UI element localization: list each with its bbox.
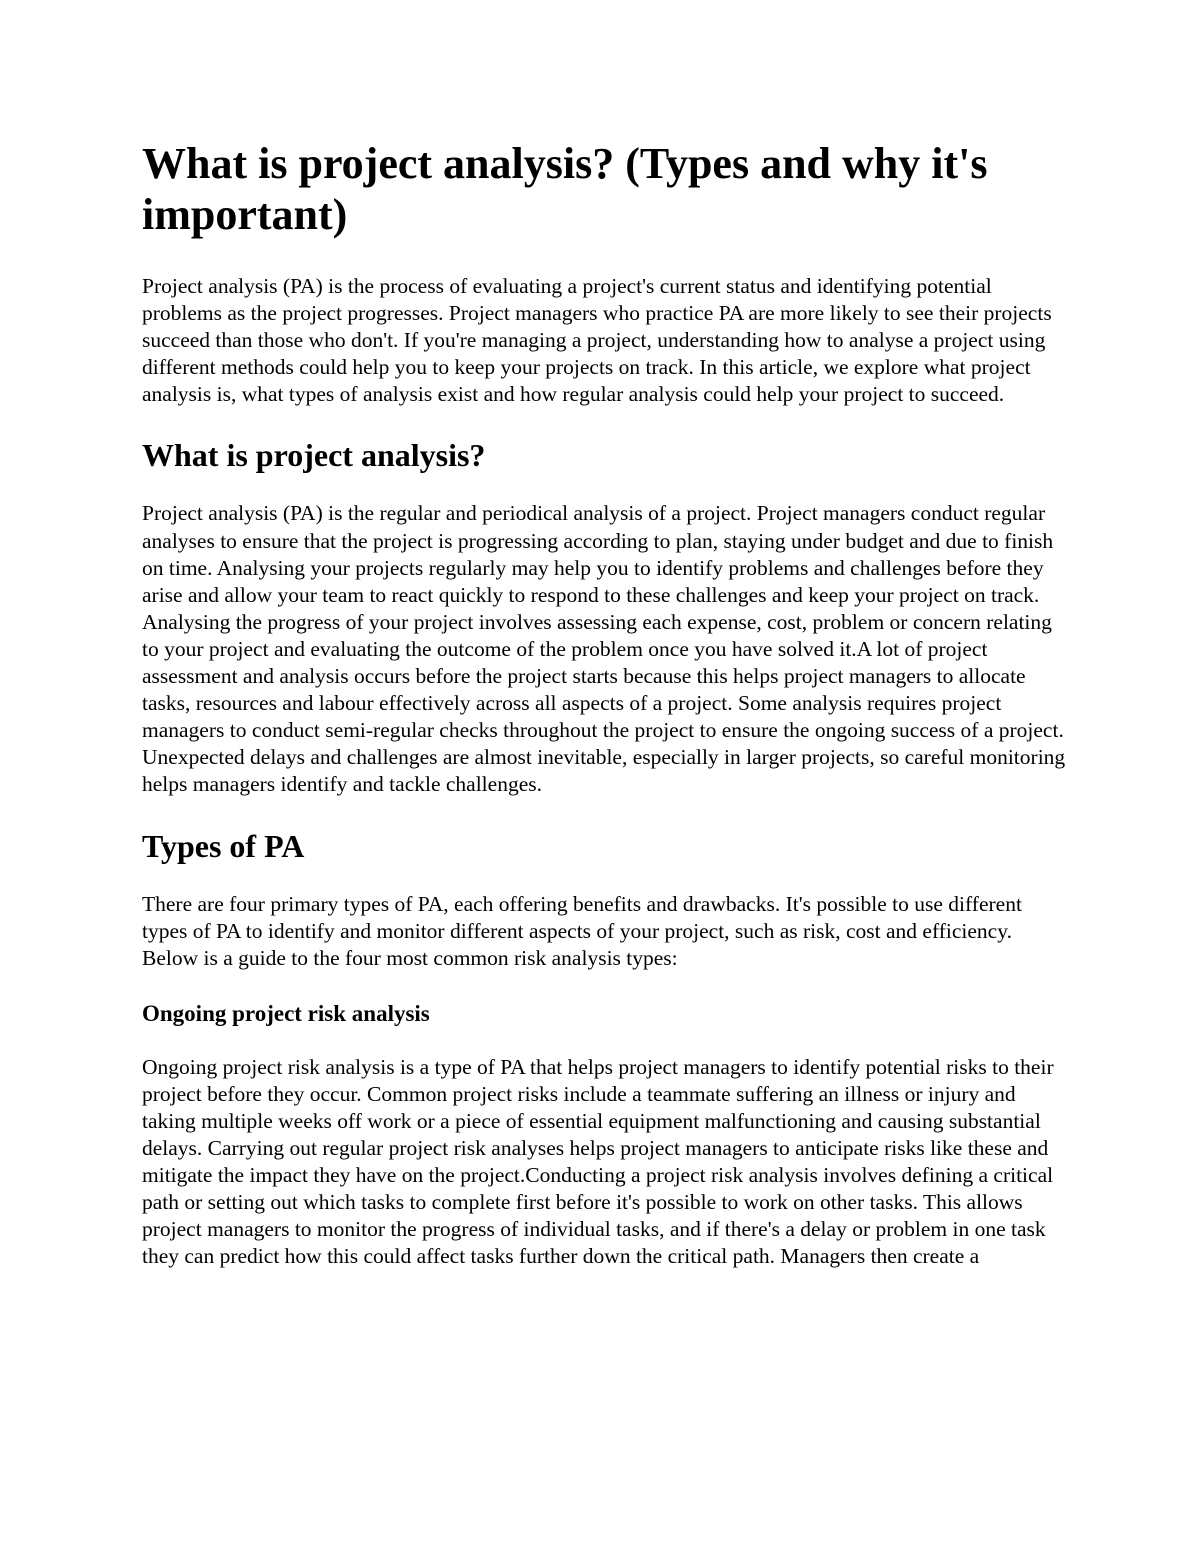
section-paragraph-what-is-pa: Project analysis (PA) is the regular and periodical analysis of a project. Project managers conduct regular analyses to ensure that the project is progressing according to plan, staying under budget and due to finish on time. Analysing your projects regularly may help you to identify problems and challenges before they arise and allow your team to react quickly to respond to these challenges and keep your project on track. Analysing the progress of your project involves assessing each expense, cost, problem or concern relating to your project and evaluating the outcome of the problem once you have solved it.A lot of project assessment and analysis occurs before the project starts because this helps project managers to allocate tasks, resources and labour effectively across all aspects of a project. Some analysis requires project managers to conduct semi-regular checks throughout the project to ensure the ongoing success of a project. Unexpected delays and challenges are almost inevitable, especially in larger projects, so careful monitoring helps managers identify and tackle challenges. xyxy=(142,501,1066,797)
page-title: What is project analysis? (Types and why it's important) xyxy=(142,139,988,239)
section-heading-types-of-pa: Types of PA xyxy=(142,827,305,864)
section-paragraph-types-of-pa: There are four primary types of PA, each offering benefits and drawbacks. It's possible to use different types of PA to identify and monitor different aspects of your project, such as risk, cost and efficiency. Below is a guide to the four most common risk analysis types: xyxy=(142,891,1022,970)
document-page xyxy=(142,138,1072,1299)
intro-paragraph: Project analysis (PA) is the process of evaluating a project's current status and identifying potential problems as the project progresses. Project managers who practice PA are more likely to see their projects succeed than those who don't. If you're managing a project, understanding how to analyse a project using different methods could help you to keep your projects on track. In this article, we explore what project analysis is, what types of analysis exist and how regular analysis could help your project to succeed. xyxy=(142,274,1052,407)
subsection-heading-ongoing-risk: Ongoing project risk analysis xyxy=(142,1000,430,1026)
subsection-paragraph-ongoing-risk: Ongoing project risk analysis is a type of PA that helps project managers to identify potential risks to their project before they occur. Common project risks include a teammate suffering an illness or injury and taking multiple weeks off work or a piece of essential equipment malfunctioning and causing substantial delays. Carrying out regular project risk analyses helps project managers to anticipate risks like these and mitigate the impact they have on the project.Conducting a project risk analysis involves defining a critical path or setting out which tasks to complete first before it's possible to work on other tasks. This allows project managers to monitor the progress of individual tasks, and if there's a delay or problem in one task they can predict how this could affect tasks further down the critical path. Managers then create a xyxy=(142,1054,1054,1269)
section-heading-what-is-pa: What is project analysis? xyxy=(142,437,486,474)
